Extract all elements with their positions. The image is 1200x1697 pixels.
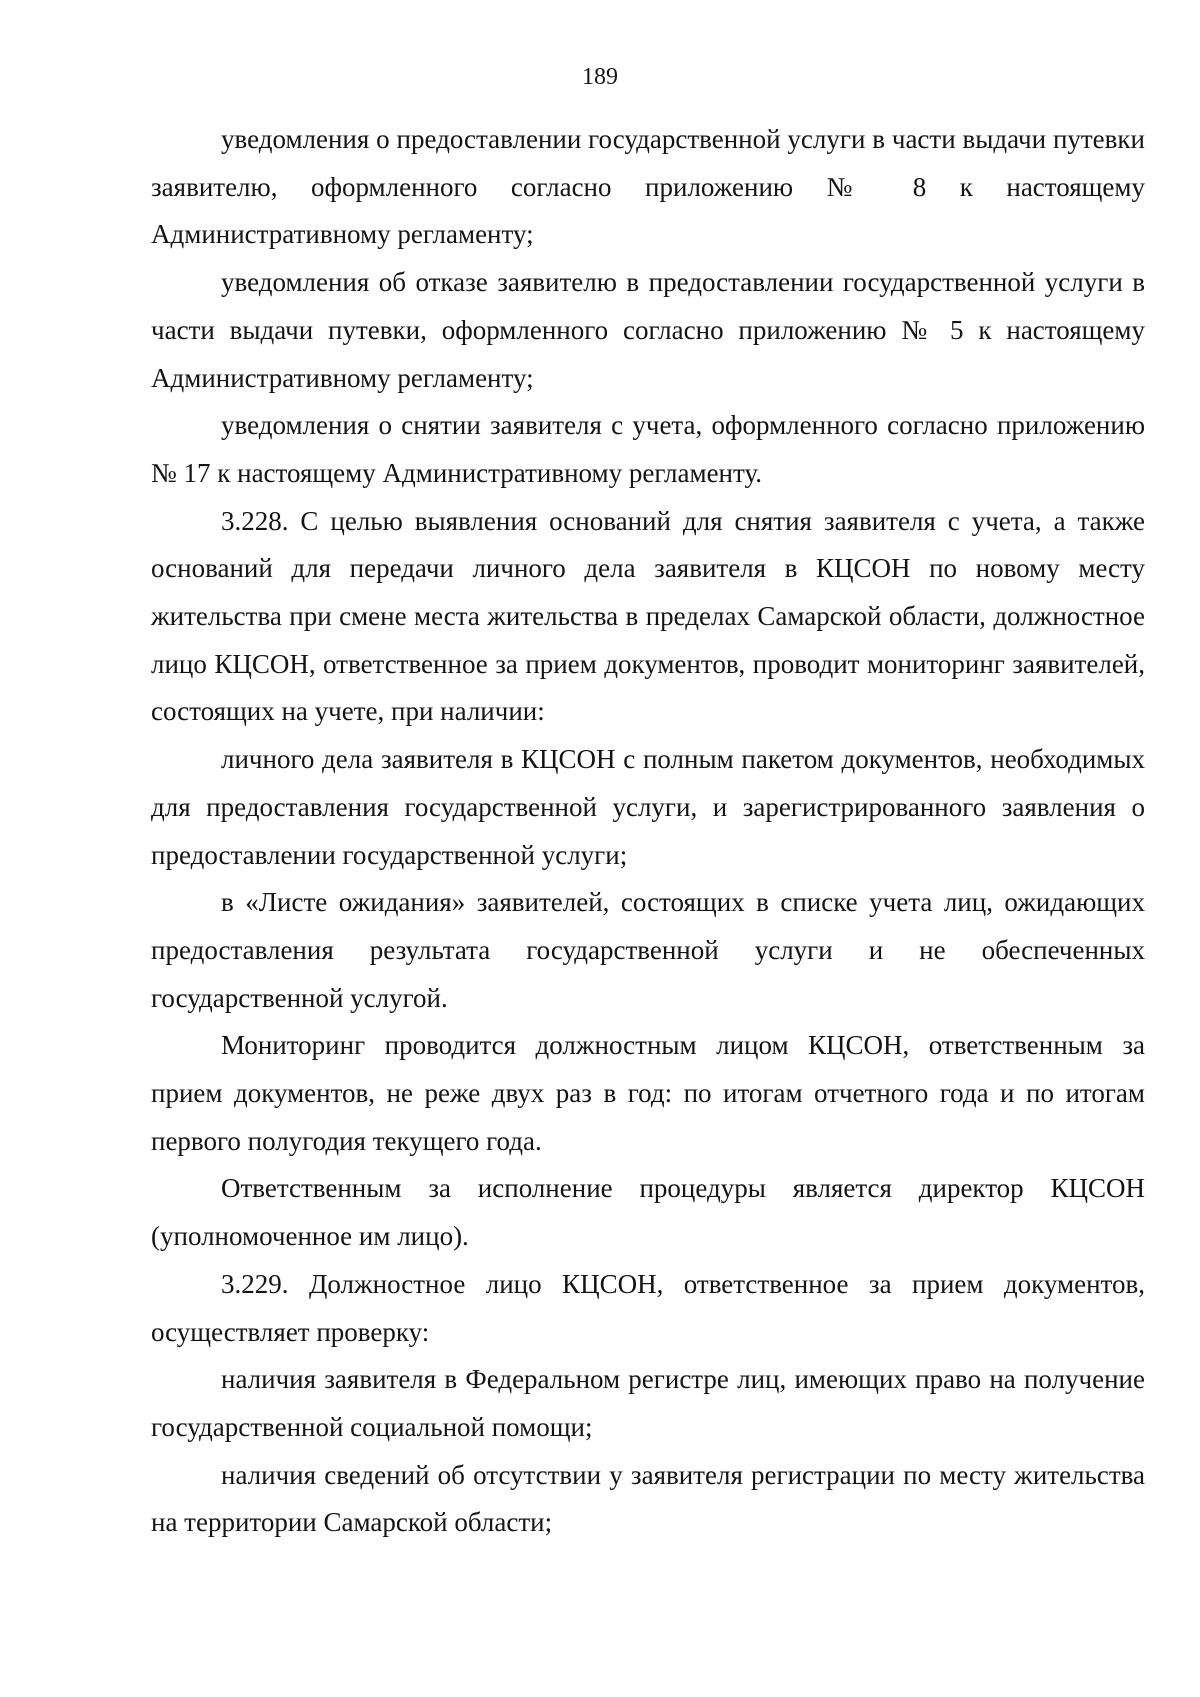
page-number: 189 xyxy=(582,64,618,90)
paragraph-responsible-director: Ответственным за исполнение процедуры является директор КЦСОН (уполномоченное им лицо). xyxy=(151,1173,1145,1252)
paragraph-notice-refusal: уведомления об отказе заявителю в предоставлении государственной услуги в части выдачи путевки, оформленного согласно приложению № 5 к настоящему Административному регламенту; xyxy=(151,267,1145,393)
paragraph-notice-service-granted: уведомления о предоставлении государственной услуги в части выдачи путевки заявителю, оформленного согласно приложению № 8 к настоящему Административному регламенту; xyxy=(151,124,1145,250)
paragraph-federal-register: наличия заявителя в Федеральном регистре лиц, имеющих право на получение государственной социальной помощи; xyxy=(151,1364,1145,1442)
document-body xyxy=(151,116,1145,1547)
paragraph-waiting-list: в «Листе ожидания» заявителей, состоящих в списке учета лиц, ожидающих предоставления результата государственной услуги и не обеспеченных государственной услугой. xyxy=(151,887,1145,1013)
paragraph-notice-deregistration: уведомления о снятии заявителя с учета, оформленного согласно приложению № 17 к настоящему Административному регламенту. xyxy=(151,410,1145,488)
paragraph-clause-3-228: 3.228. С целью выявления оснований для снятия заявителя с учета, а также оснований для передачи личного дела заявителя в КЦСОН по новому месту жительства при смене места жительства в пределах Самарской области, должностное лицо КЦСОН, ответственное за прием документов, проводит мониторинг заявителей, состоящих на учете, при наличии: xyxy=(151,505,1145,727)
paragraph-registration-check: наличия сведений об отсутствии у заявителя регистрации по месту жительства на территории Самарской области; xyxy=(151,1459,1145,1538)
paragraph-monitoring-frequency: Мониторинг проводится должностным лицом КЦСОН, ответственным за прием документов, не реже двух раз в год: по итогам отчетного года и по итогам первого полугодия текущего года. xyxy=(151,1030,1145,1156)
paragraph-personal-file: личного дела заявителя в КЦСОН с полным пакетом документов, необходимых для предоставления государственной услуги, и зарегистрированного заявления о предоставлении государственной услуги; xyxy=(151,744,1145,870)
paragraph-clause-3-229: 3.229. Должностное лицо КЦСОН, ответственное за прием документов, осуществляет проверку: xyxy=(151,1268,1145,1347)
